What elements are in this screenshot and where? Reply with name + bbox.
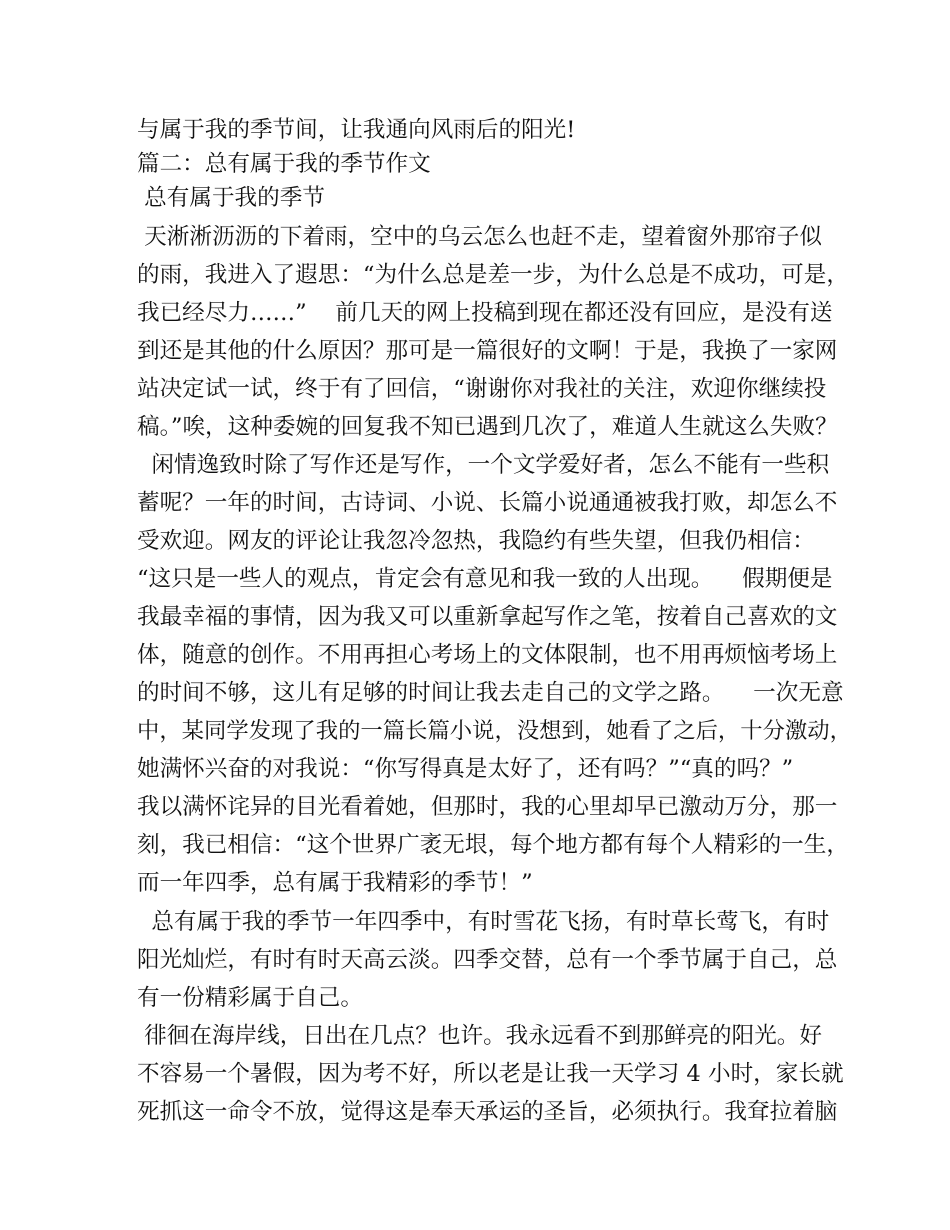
- text-line: 有一份精彩属于自己。: [137, 985, 363, 1011]
- text-line: 总有属于我的季节一年四季中，有时雪花飞扬，有时草长莺飞，有时: [137, 909, 830, 935]
- text-line: 而一年四季，总有属于我精彩的季节！”: [137, 870, 533, 896]
- text-line: 体，随意的创作。不用再担心考场上的文体限制，也不用再烦恼考场上: [137, 642, 838, 668]
- text-line: 我以满怀诧异的目光看着她，但那时，我的心里却早已激动万分，那一: [137, 794, 838, 820]
- text-line: 稿。”唉，这种委婉的回复我不知已遇到几次了，难道人生就这么失败？: [137, 414, 838, 440]
- text-line: 闲情逸致时除了写作还是写作，一个文学爱好者，怎么不能有一些积: [137, 452, 830, 478]
- text-line: 我已经尽力……” 前几天的网上投稿到现在都还没有回应，是没有送: [137, 300, 833, 326]
- text-line: “这只是一些人的观点，肯定会有意见和我一致的人出现。 假期便是: [137, 566, 833, 592]
- text-line: 与属于我的季节间，让我通向风雨后的阳光!: [137, 117, 576, 143]
- text-line: 我最幸福的事情，因为我又可以重新拿起写作之笔，按着自己喜欢的文: [137, 604, 838, 630]
- text-line: 站决定试一试，终于有了回信，“谢谢你对我社的关注，欢迎你继续投: [137, 376, 827, 402]
- text-line: 的时间不够，这儿有足够的时间让我去走自己的文学之路。 一次无意: [137, 680, 844, 706]
- text-line: 蓄呢？一年的时间，古诗词、小说、长篇小说通通被我打败，却怎么不: [137, 490, 838, 516]
- article-title: 总有属于我的季节: [137, 185, 325, 211]
- text-line: 的雨，我进入了遐思：“为什么总是差一步，为什么总是不成功，可是，: [137, 262, 849, 288]
- text-line: 受欢迎。网友的评论让我忽冷忽热，我隐约有些失望，但我仍相信：: [137, 528, 815, 554]
- text-line: 阳光灿烂，有时有时天高云淡。四季交替，总有一个季节属于自己，总: [137, 947, 838, 973]
- text-line: 徘徊在海岸线，日出在几点？也许。我永远看不到那鲜亮的阳光。好: [137, 1023, 822, 1049]
- text-line: 死抓这一命令不放，觉得这是奉天承运的圣旨，必须执行。我耷拉着脑: [137, 1099, 838, 1125]
- text-line: 她满怀兴奋的对我说：“你写得真是太好了，还有吗？”“真的吗？”: [137, 756, 794, 782]
- text-line: 到还是其他的什么原因？那可是一篇很好的文啊！于是，我换了一家网: [137, 338, 838, 364]
- text-line: 刻，我已相信：“这个世界广袤无垠，每个地方都有每个人精彩的一生，: [137, 832, 849, 858]
- text-line: 中，某同学发现了我的一篇长篇小说，没想到，她看了之后，十分激动，: [137, 718, 852, 744]
- text-line: 天淅淅沥沥的下着雨，空中的乌云怎么也赶不走，望着窗外那帘子似: [137, 224, 822, 250]
- section-heading: 篇二：总有属于我的季节作文: [137, 151, 431, 177]
- text-line: 不容易一个暑假，因为考不好，所以老是让我一天学习 4 小时，家长就: [137, 1061, 844, 1087]
